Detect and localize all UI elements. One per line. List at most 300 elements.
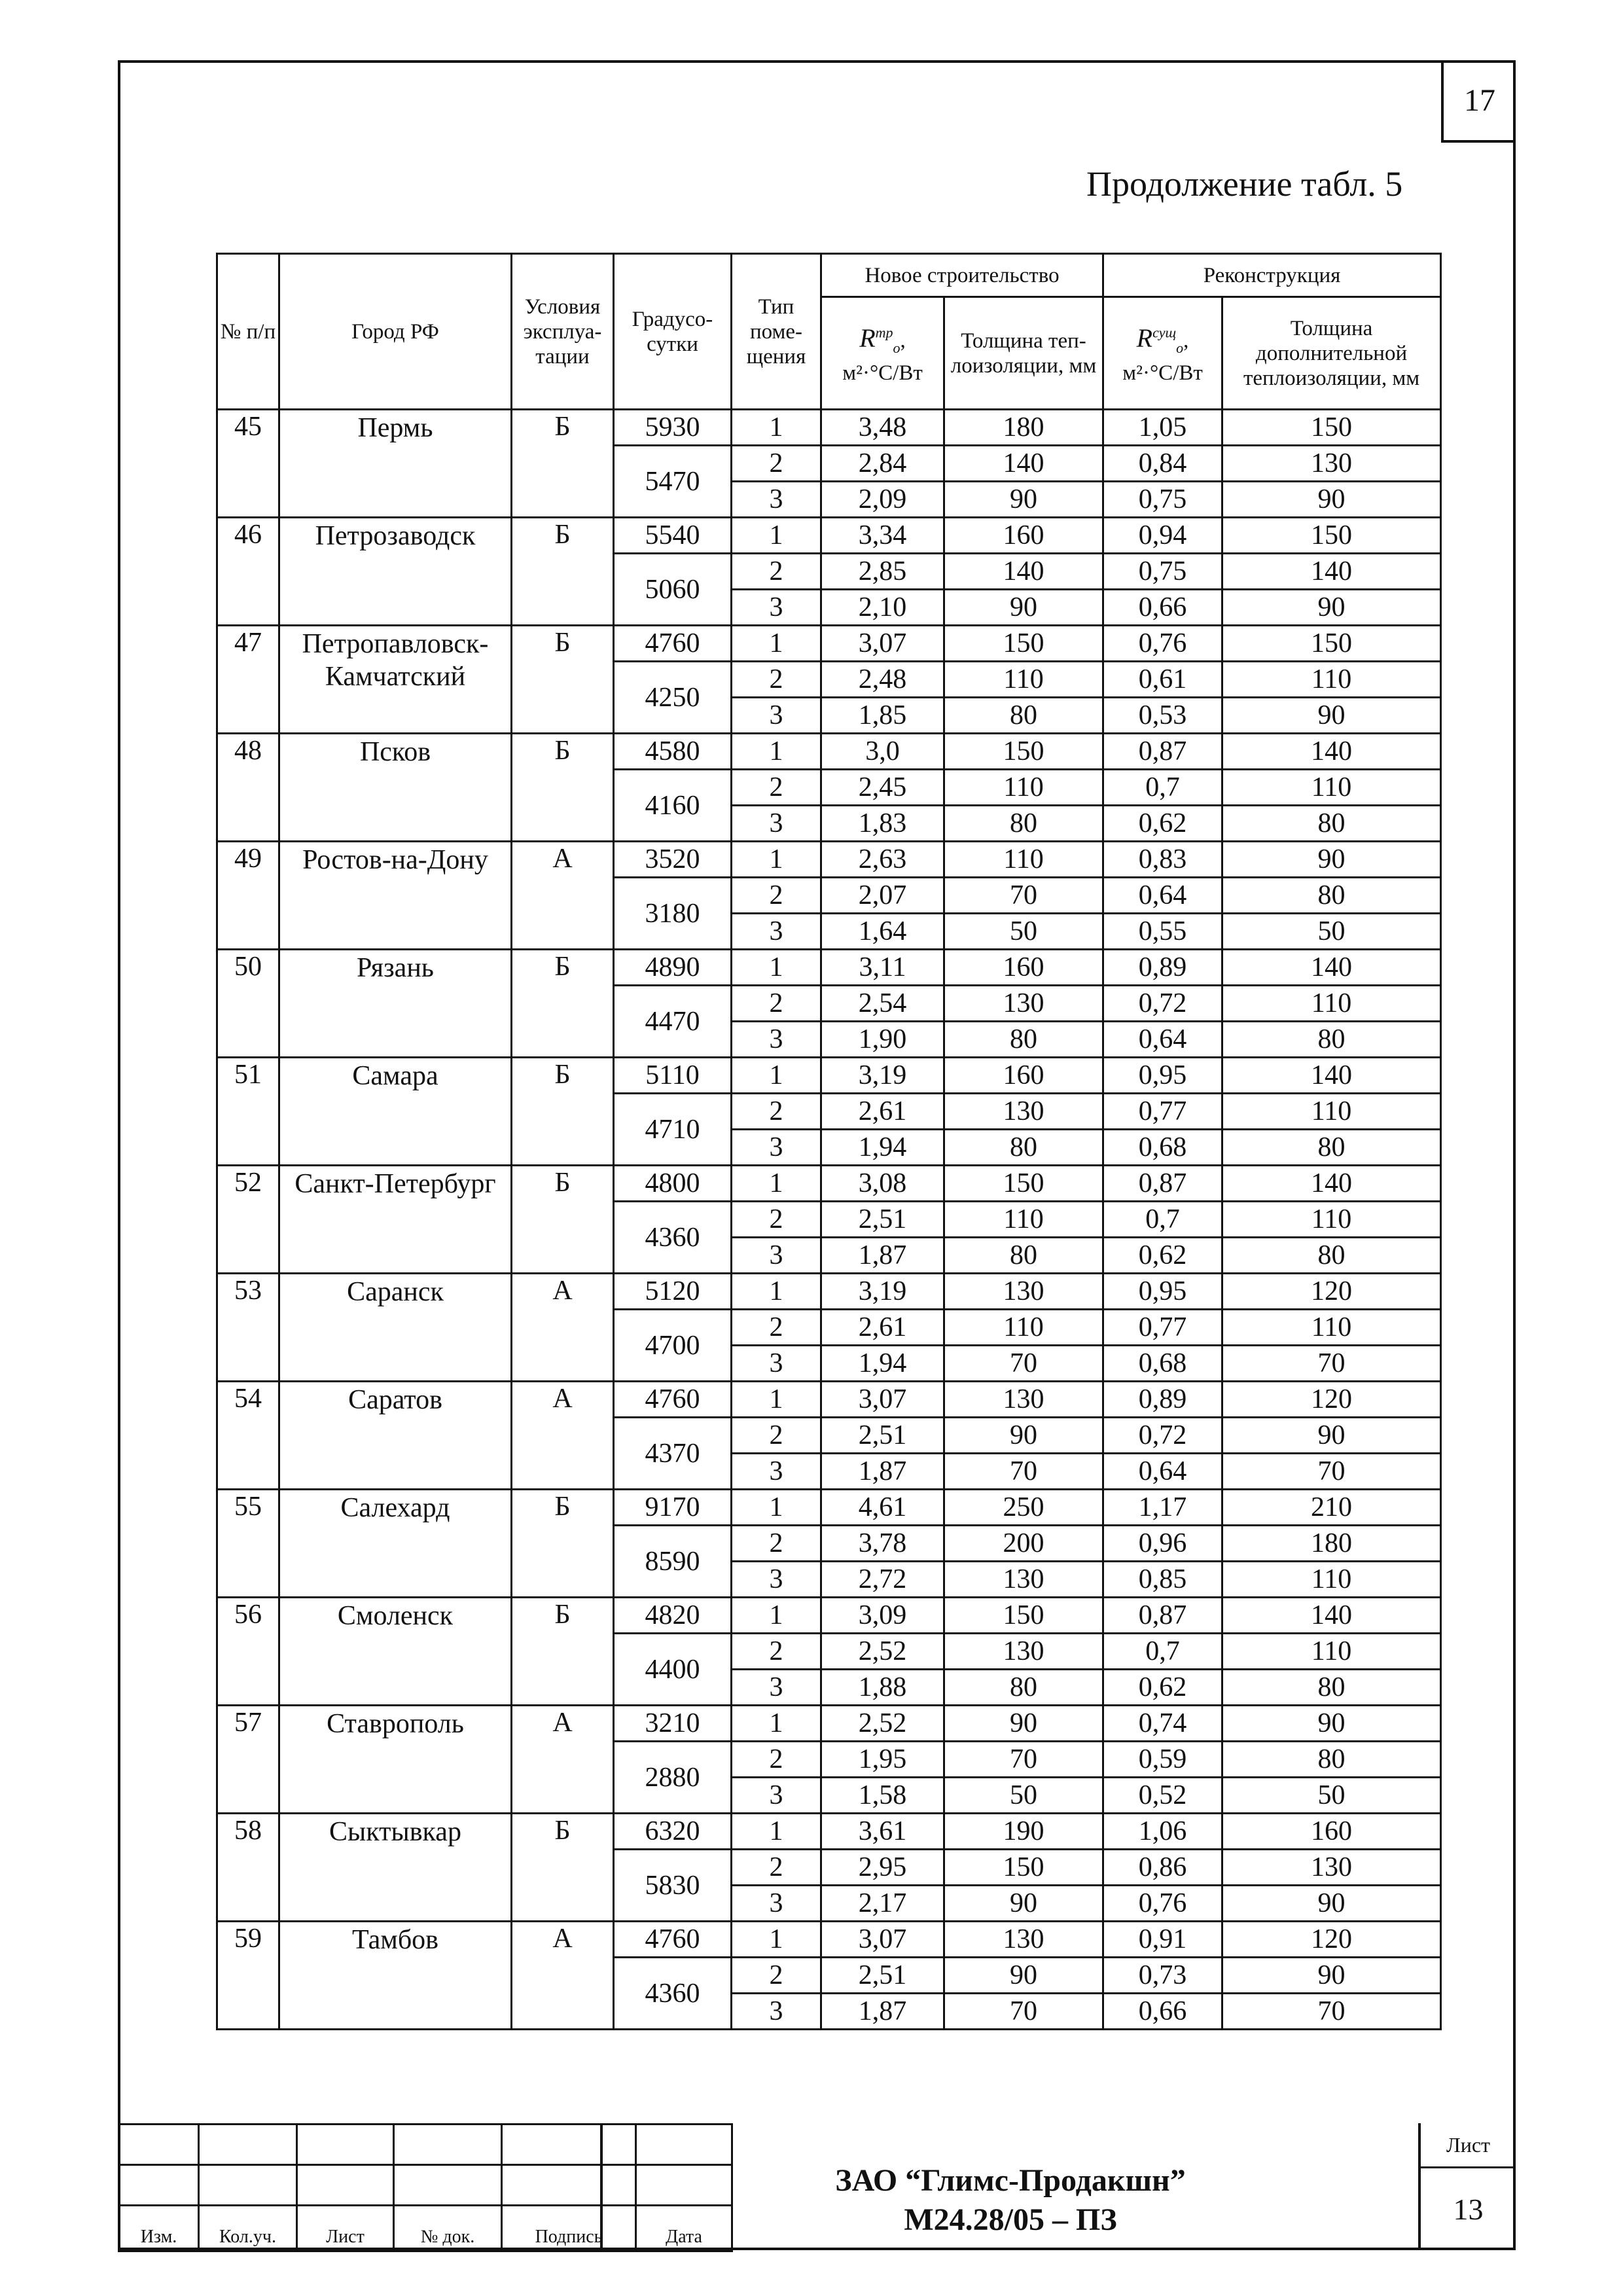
cell-room-type: 3: [732, 914, 821, 950]
cell-r-existing: 0,68: [1103, 1346, 1222, 1382]
cell-city: Пермь: [279, 410, 512, 518]
r-unit: м²·°С/Вт: [842, 361, 923, 386]
cell-num: 47: [217, 626, 279, 734]
cell-r-existing: 0,77: [1103, 1310, 1222, 1346]
cell-thickness-additional: 130: [1222, 446, 1441, 482]
cell-r-required: 2,45: [821, 770, 944, 806]
cell-conditions: Б: [512, 1058, 614, 1166]
cell-thickness-additional: 90: [1222, 842, 1441, 878]
cell-room-type: 1: [732, 1598, 821, 1634]
cell-room-type: 1: [732, 1274, 821, 1310]
cell-r-required: 1,94: [821, 1346, 944, 1382]
cell-thickness-new: 90: [944, 590, 1103, 626]
cell-thickness-new: 70: [944, 878, 1103, 914]
cell-conditions: Б: [512, 518, 614, 626]
cell-thickness-additional: 90: [1222, 1958, 1441, 1994]
cell-r-existing: 0,66: [1103, 590, 1222, 626]
cell-r-existing: 0,87: [1103, 1166, 1222, 1202]
cell-r-required: 2,51: [821, 1418, 944, 1454]
cell-thickness-new: 150: [944, 1598, 1103, 1634]
table-row: [217, 842, 1441, 878]
cell-r-existing: 0,84: [1103, 446, 1222, 482]
cell-room-type: 2: [732, 1094, 821, 1130]
cell-num: 57: [217, 1706, 279, 1814]
cell-thickness-new: 80: [944, 1670, 1103, 1706]
cell-thickness-additional: 140: [1222, 1166, 1441, 1202]
cell-conditions: Б: [512, 410, 614, 518]
cell-degree-days: 3520: [614, 842, 732, 878]
cell-thickness-new: 70: [944, 1346, 1103, 1382]
cell-thickness-additional: 110: [1222, 986, 1441, 1022]
cell-degree-days: 4800: [614, 1166, 732, 1202]
cell-room-type: 3: [732, 482, 821, 518]
cell-thickness-additional: 70: [1222, 1346, 1441, 1382]
cell-thickness-additional: 80: [1222, 1238, 1441, 1274]
cell-r-required: 3,07: [821, 626, 944, 662]
sheet-cell: [1418, 2123, 1516, 2250]
cell-thickness-additional: 140: [1222, 734, 1441, 770]
cell-r-existing: 0,62: [1103, 806, 1222, 842]
cell-thickness-additional: 120: [1222, 1274, 1441, 1310]
cell-thickness-new: 80: [944, 698, 1103, 734]
cell-conditions: А: [512, 1274, 614, 1382]
cell-room-type: 2: [732, 878, 821, 914]
cell-room-type: 3: [732, 1238, 821, 1274]
cell-thickness-additional: 150: [1222, 518, 1441, 554]
table-row: [217, 1922, 1441, 1958]
cell-r-required: 3,61: [821, 1814, 944, 1850]
cell-r-existing: 0,62: [1103, 1670, 1222, 1706]
cell-thickness-additional: 110: [1222, 1562, 1441, 1598]
table-row: [217, 1058, 1441, 1094]
cell-conditions: Б: [512, 1166, 614, 1274]
cell-r-required: 2,07: [821, 878, 944, 914]
cell-degree-days: 4370: [614, 1418, 732, 1490]
cell-thickness-additional: 80: [1222, 1742, 1441, 1778]
cell-degree-days: 4360: [614, 1202, 732, 1274]
cell-room-type: 2: [732, 770, 821, 806]
cell-thickness-new: 200: [944, 1526, 1103, 1562]
cell-num: 48: [217, 734, 279, 842]
cell-r-required: 3,19: [821, 1058, 944, 1094]
organization-block: [600, 2123, 1418, 2250]
cell-thickness-new: 90: [944, 1418, 1103, 1454]
cell-conditions: А: [512, 1706, 614, 1814]
cell-r-required: 2,52: [821, 1706, 944, 1742]
cell-r-existing: 0,72: [1103, 986, 1222, 1022]
table-row: [217, 518, 1441, 554]
cell-city: Петрозаводск: [279, 518, 512, 626]
cell-thickness-new: 70: [944, 1994, 1103, 2030]
stamp-label-sheet: Лист: [297, 2206, 394, 2251]
cell-thickness-additional: 180: [1222, 1526, 1441, 1562]
cell-thickness-additional: 70: [1222, 1994, 1441, 2030]
cell-r-required: 2,48: [821, 662, 944, 698]
cell-num: 55: [217, 1490, 279, 1598]
cell-r-existing: 0,7: [1103, 1634, 1222, 1670]
cell-room-type: 3: [732, 698, 821, 734]
cell-r-existing: 0,7: [1103, 1202, 1222, 1238]
cell-room-type: 3: [732, 1022, 821, 1058]
cell-r-existing: 0,77: [1103, 1094, 1222, 1130]
cell-r-existing: 0,85: [1103, 1562, 1222, 1598]
cell-degree-days: 3180: [614, 878, 732, 950]
page-number: 17: [1441, 60, 1516, 143]
cell-degree-days: 4760: [614, 626, 732, 662]
cell-degree-days: 4710: [614, 1094, 732, 1166]
cell-r-required: 1,90: [821, 1022, 944, 1058]
cell-r-existing: 0,75: [1103, 554, 1222, 590]
cell-r-required: 1,87: [821, 1994, 944, 2030]
cell-degree-days: 5110: [614, 1058, 732, 1094]
cell-num: 52: [217, 1166, 279, 1274]
sheet-number: 13: [1453, 2193, 1484, 2226]
cell-thickness-new: 50: [944, 1778, 1103, 1814]
cell-r-existing: 0,52: [1103, 1778, 1222, 1814]
cell-thickness-additional: 150: [1222, 626, 1441, 662]
cell-room-type: 1: [732, 1922, 821, 1958]
cell-thickness-additional: 90: [1222, 1418, 1441, 1454]
cell-thickness-additional: 90: [1222, 698, 1441, 734]
cell-city: Салехард: [279, 1490, 512, 1598]
cell-num: 59: [217, 1922, 279, 2030]
cell-thickness-new: 160: [944, 1058, 1103, 1094]
cell-thickness-additional: 90: [1222, 1706, 1441, 1742]
cell-r-existing: 1,05: [1103, 410, 1222, 446]
cell-thickness-new: 150: [944, 1850, 1103, 1886]
table-row: [217, 1706, 1441, 1742]
cell-r-required: 3,08: [821, 1166, 944, 1202]
cell-degree-days: 4700: [614, 1310, 732, 1382]
cell-conditions: Б: [512, 1598, 614, 1706]
cell-degree-days: 8590: [614, 1526, 732, 1598]
cell-room-type: 3: [732, 1346, 821, 1382]
cell-thickness-new: 50: [944, 914, 1103, 950]
cell-city: Санкт-Петербург: [279, 1166, 512, 1274]
cell-num: 50: [217, 950, 279, 1058]
header-thickness-additional: Толщина дополнительной теплоизоляции, мм: [1222, 297, 1441, 410]
cell-r-required: 2,09: [821, 482, 944, 518]
header-thickness-new: Толщина теп- лоизоляции, мм: [944, 297, 1103, 410]
cell-thickness-additional: 90: [1222, 482, 1441, 518]
cell-r-existing: 0,64: [1103, 878, 1222, 914]
table-row: [217, 950, 1441, 986]
cell-thickness-new: 90: [944, 482, 1103, 518]
cell-degree-days: 2880: [614, 1742, 732, 1814]
header-reconstruction: Реконструкция: [1103, 254, 1441, 297]
cell-conditions: А: [512, 842, 614, 950]
cell-r-required: 1,87: [821, 1454, 944, 1490]
cell-city: Саратов: [279, 1382, 512, 1490]
cell-r-required: 2,54: [821, 986, 944, 1022]
cell-room-type: 3: [732, 590, 821, 626]
header-r-required: $R^{тр}_о$, м²·°С/Вт: [821, 297, 944, 410]
cell-room-type: 2: [732, 1850, 821, 1886]
cell-degree-days: 4360: [614, 1958, 732, 2030]
cell-r-required: 3,09: [821, 1598, 944, 1634]
cell-conditions: Б: [512, 1490, 614, 1598]
cell-num: 45: [217, 410, 279, 518]
cell-room-type: 2: [732, 986, 821, 1022]
cell-conditions: Б: [512, 734, 614, 842]
cell-conditions: А: [512, 1382, 614, 1490]
cell-thickness-new: 160: [944, 518, 1103, 554]
cell-r-required: 1,58: [821, 1778, 944, 1814]
cell-r-required: 3,11: [821, 950, 944, 986]
cell-room-type: 1: [732, 734, 821, 770]
cell-room-type: 3: [732, 1130, 821, 1166]
cell-room-type: 1: [732, 1814, 821, 1850]
cell-degree-days: 3210: [614, 1706, 732, 1742]
cell-thickness-new: 80: [944, 806, 1103, 842]
cell-r-existing: 0,83: [1103, 842, 1222, 878]
table-row: [217, 1274, 1441, 1310]
cell-num: 53: [217, 1274, 279, 1382]
cell-r-existing: 0,61: [1103, 662, 1222, 698]
cell-r-existing: 0,55: [1103, 914, 1222, 950]
cell-conditions: Б: [512, 1814, 614, 1922]
cell-thickness-additional: 160: [1222, 1814, 1441, 1850]
cell-r-existing: 0,89: [1103, 1382, 1222, 1418]
cell-r-required: 2,52: [821, 1634, 944, 1670]
header-num: № п/п: [217, 254, 279, 410]
cell-r-existing: 0,73: [1103, 1958, 1222, 1994]
cell-thickness-new: 110: [944, 1202, 1103, 1238]
cell-r-required: 1,94: [821, 1130, 944, 1166]
cell-r-existing: 0,74: [1103, 1706, 1222, 1742]
cell-room-type: 3: [732, 1778, 821, 1814]
cell-r-required: 3,07: [821, 1922, 944, 1958]
header-r-existing: $R^{сущ}_о$, м²·°С/Вт: [1103, 297, 1222, 410]
cell-room-type: 1: [732, 1166, 821, 1202]
cell-r-required: 2,51: [821, 1202, 944, 1238]
stamp-label-signature: Подпись: [502, 2206, 636, 2251]
cell-thickness-new: 130: [944, 1634, 1103, 1670]
cell-room-type: 3: [732, 806, 821, 842]
cell-thickness-additional: 140: [1222, 1598, 1441, 1634]
cell-r-existing: 0,72: [1103, 1418, 1222, 1454]
cell-r-required: 1,87: [821, 1238, 944, 1274]
cell-r-existing: 0,7: [1103, 770, 1222, 806]
header-conditions: Условия эксплуа- тации: [512, 254, 614, 410]
cell-room-type: 2: [732, 1958, 821, 1994]
cell-thickness-new: 110: [944, 842, 1103, 878]
cell-thickness-additional: 80: [1222, 806, 1441, 842]
table-row: [217, 1814, 1441, 1850]
cell-room-type: 1: [732, 1490, 821, 1526]
cell-thickness-new: 80: [944, 1022, 1103, 1058]
cell-r-existing: 0,68: [1103, 1130, 1222, 1166]
cell-r-required: 2,72: [821, 1562, 944, 1598]
cell-degree-days: 4890: [614, 950, 732, 986]
cell-r-required: 4,61: [821, 1490, 944, 1526]
cell-room-type: 2: [732, 446, 821, 482]
cell-degree-days: 5830: [614, 1850, 732, 1922]
cell-thickness-additional: 120: [1222, 1382, 1441, 1418]
cell-degree-days: 4760: [614, 1922, 732, 1958]
cell-r-existing: 0,53: [1103, 698, 1222, 734]
cell-r-required: 2,95: [821, 1850, 944, 1886]
cell-thickness-new: 110: [944, 1310, 1103, 1346]
cell-thickness-additional: 110: [1222, 662, 1441, 698]
cell-r-existing: 1,17: [1103, 1490, 1222, 1526]
cell-num: 51: [217, 1058, 279, 1166]
cell-r-existing: 0,64: [1103, 1454, 1222, 1490]
cell-thickness-additional: 140: [1222, 950, 1441, 986]
table-row: [217, 1166, 1441, 1202]
cell-degree-days: 4760: [614, 1382, 732, 1418]
cell-thickness-additional: 140: [1222, 554, 1441, 590]
cell-thickness-additional: 50: [1222, 914, 1441, 950]
cell-room-type: 3: [732, 1454, 821, 1490]
cell-r-existing: 0,66: [1103, 1994, 1222, 2030]
cell-room-type: 2: [732, 554, 821, 590]
cell-thickness-new: 180: [944, 410, 1103, 446]
cell-thickness-additional: 90: [1222, 1886, 1441, 1922]
cell-r-required: 1,85: [821, 698, 944, 734]
cell-thickness-new: 130: [944, 986, 1103, 1022]
header-new-construction: Новое строительство: [821, 254, 1103, 297]
cell-num: 46: [217, 518, 279, 626]
cell-r-existing: 0,76: [1103, 626, 1222, 662]
cell-room-type: 1: [732, 410, 821, 446]
table-row: [217, 1490, 1441, 1526]
cell-city: Ростов-на-Дону: [279, 842, 512, 950]
cell-r-required: 3,48: [821, 410, 944, 446]
cell-thickness-additional: 50: [1222, 1778, 1441, 1814]
cell-city: Рязань: [279, 950, 512, 1058]
stamp-label-change: Изм.: [119, 2206, 199, 2251]
cell-thickness-new: 130: [944, 1274, 1103, 1310]
cell-r-existing: 0,87: [1103, 734, 1222, 770]
cell-room-type: 1: [732, 1058, 821, 1094]
cell-thickness-additional: 80: [1222, 1670, 1441, 1706]
cell-room-type: 2: [732, 1526, 821, 1562]
cell-thickness-new: 70: [944, 1454, 1103, 1490]
cell-thickness-new: 130: [944, 1562, 1103, 1598]
cell-r-required: 1,64: [821, 914, 944, 950]
cell-thickness-new: 150: [944, 734, 1103, 770]
cell-r-required: 2,10: [821, 590, 944, 626]
cell-r-required: 2,51: [821, 1958, 944, 1994]
cell-r-existing: 0,86: [1103, 1850, 1222, 1886]
table-row: [217, 734, 1441, 770]
cell-room-type: 3: [732, 1562, 821, 1598]
cell-r-required: 3,78: [821, 1526, 944, 1562]
cell-room-type: 2: [732, 1742, 821, 1778]
cell-thickness-new: 90: [944, 1958, 1103, 1994]
cell-r-required: 3,0: [821, 734, 944, 770]
cell-room-type: 2: [732, 1418, 821, 1454]
cell-r-required: 1,88: [821, 1670, 944, 1706]
cell-r-required: 3,19: [821, 1274, 944, 1310]
cell-degree-days: 4820: [614, 1598, 732, 1634]
cell-room-type: 3: [732, 1886, 821, 1922]
cell-r-required: 2,85: [821, 554, 944, 590]
cell-degree-days: 4250: [614, 662, 732, 734]
cell-thickness-new: 130: [944, 1382, 1103, 1418]
cell-city: Петропавловск-Камчатский: [279, 626, 512, 734]
cell-thickness-new: 250: [944, 1490, 1103, 1526]
sheet-label: Лист: [1421, 2123, 1516, 2168]
cell-degree-days: 4400: [614, 1634, 732, 1706]
cell-city: Ставрополь: [279, 1706, 512, 1814]
cell-thickness-new: 90: [944, 1886, 1103, 1922]
cell-thickness-new: 70: [944, 1742, 1103, 1778]
cell-r-required: 2,61: [821, 1094, 944, 1130]
header-city: Город РФ: [279, 254, 512, 410]
cell-r-required: 2,17: [821, 1886, 944, 1922]
cell-r-required: 3,07: [821, 1382, 944, 1418]
insulation-table: [216, 253, 1442, 2030]
cell-thickness-additional: 120: [1222, 1922, 1441, 1958]
cell-conditions: Б: [512, 626, 614, 734]
table-row: [217, 1382, 1441, 1418]
cell-thickness-new: 160: [944, 950, 1103, 986]
cell-room-type: 2: [732, 1310, 821, 1346]
cell-r-existing: 0,76: [1103, 1886, 1222, 1922]
cell-degree-days: 5120: [614, 1274, 732, 1310]
table-row: [217, 1598, 1441, 1634]
cell-r-existing: 0,96: [1103, 1526, 1222, 1562]
cell-r-existing: 0,87: [1103, 1598, 1222, 1634]
cell-r-required: 2,63: [821, 842, 944, 878]
cell-city: Смоленск: [279, 1598, 512, 1706]
cell-thickness-additional: 90: [1222, 590, 1441, 626]
cell-thickness-additional: 210: [1222, 1490, 1441, 1526]
cell-conditions: Б: [512, 950, 614, 1058]
cell-room-type: 1: [732, 518, 821, 554]
cell-thickness-new: 150: [944, 1166, 1103, 1202]
stamp-label-date: Дата: [636, 2206, 732, 2251]
r-unit: м²·°С/Вт: [1122, 361, 1203, 386]
cell-r-existing: 0,91: [1103, 1922, 1222, 1958]
stamp-label-count: Кол.уч.: [199, 2206, 297, 2251]
cell-thickness-new: 80: [944, 1238, 1103, 1274]
cell-thickness-new: 150: [944, 626, 1103, 662]
cell-thickness-additional: 70: [1222, 1454, 1441, 1490]
cell-thickness-additional: 110: [1222, 1094, 1441, 1130]
cell-room-type: 3: [732, 1994, 821, 2030]
cell-degree-days: 5540: [614, 518, 732, 554]
cell-city: Сыктывкар: [279, 1814, 512, 1922]
cell-thickness-new: 140: [944, 446, 1103, 482]
cell-city: Тамбов: [279, 1922, 512, 2030]
cell-r-existing: 0,59: [1103, 1742, 1222, 1778]
table-row: [217, 626, 1441, 662]
cell-num: 49: [217, 842, 279, 950]
cell-r-existing: 0,64: [1103, 1022, 1222, 1058]
cell-r-existing: 0,95: [1103, 1274, 1222, 1310]
cell-thickness-additional: 80: [1222, 878, 1441, 914]
cell-r-required: 1,83: [821, 806, 944, 842]
table-caption: Продолжение табл. 5: [1086, 164, 1403, 204]
cell-thickness-additional: 150: [1222, 410, 1441, 446]
cell-thickness-additional: 140: [1222, 1058, 1441, 1094]
cell-r-required: 2,61: [821, 1310, 944, 1346]
cell-degree-days: 4470: [614, 986, 732, 1058]
cell-thickness-additional: 80: [1222, 1130, 1441, 1166]
cell-thickness-new: 80: [944, 1130, 1103, 1166]
stamp-label-doc: № док.: [394, 2206, 502, 2251]
organization-name: ЗАО “Глимс-Продакшн”: [835, 2163, 1186, 2198]
cell-thickness-new: 110: [944, 662, 1103, 698]
cell-room-type: 2: [732, 1202, 821, 1238]
cell-thickness-additional: 110: [1222, 770, 1441, 806]
cell-city: Самара: [279, 1058, 512, 1166]
cell-room-type: 2: [732, 662, 821, 698]
cell-thickness-additional: 80: [1222, 1022, 1441, 1058]
